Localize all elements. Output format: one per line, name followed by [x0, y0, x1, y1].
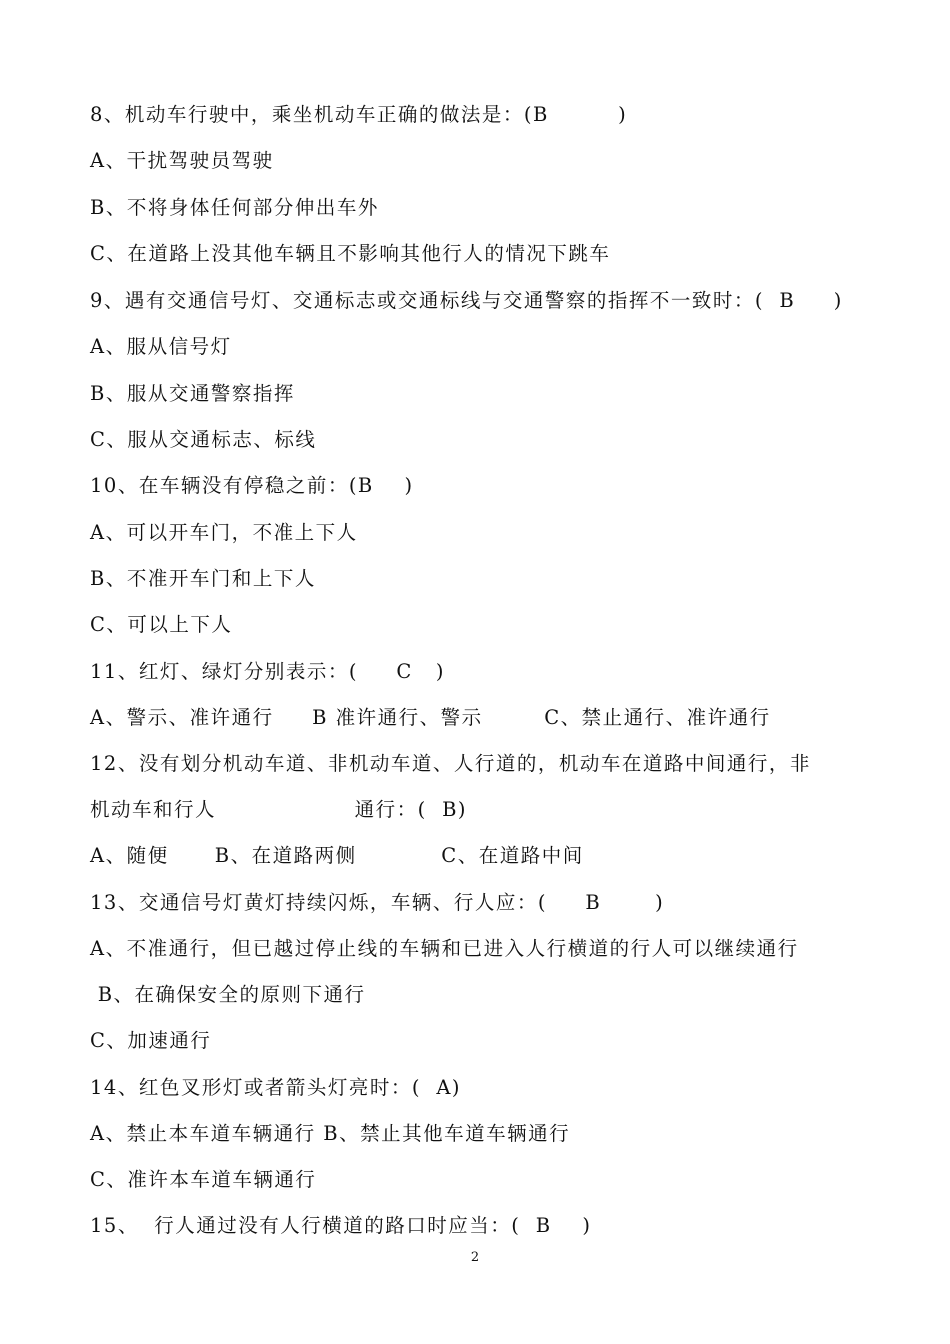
question-13-option-c: C、加速通行: [90, 1029, 212, 1052]
question-8-option-c: C、在道路上没其他车辆且不影响其他行人的情况下跳车: [90, 242, 611, 265]
question-13-option-b: B、在确保安全的原则下通行: [90, 983, 366, 1006]
question-9: 9、遇有交通信号灯、交通标志或交通标线与交通警察的指挥不一致时：( B ): [90, 289, 843, 312]
question-14-option-c: C、准许本车道车辆通行: [90, 1168, 317, 1191]
question-9-option-b: B、服从交通警察指挥: [90, 382, 295, 405]
question-11-options: A、警示、准许通行 B 准许通行、警示 C、禁止通行、准许通行: [90, 706, 771, 729]
question-10: 10、在车辆没有停稳之前：(B ): [90, 474, 414, 497]
question-14: 14、红色叉形灯或者箭头灯亮时：( A): [90, 1076, 462, 1099]
question-10-option-a: A、可以开车门，不准上下人: [90, 521, 358, 544]
question-10-option-c: C、可以上下人: [90, 613, 233, 636]
question-13-option-a: A、不准通行，但已越过停止线的车辆和已进入人行横道的行人可以继续通行: [90, 937, 799, 960]
question-14-options-ab: A、禁止本车道车辆通行 B、禁止其他车道车辆通行: [90, 1122, 571, 1145]
question-11: 11、红灯、绿灯分别表示：( C ): [90, 660, 446, 683]
question-8: 8、机动车行驶中，乘坐机动车正确的做法是：(B ): [90, 103, 628, 126]
question-12: 12、没有划分机动车道、非机动车道、人行道的，机动车在道路中间通行，非: [90, 752, 811, 775]
question-15: 15、 行人通过没有人行横道的路口时应当：( B ): [90, 1214, 592, 1237]
question-8-option-a: A、干扰驾驶员驾驶: [90, 149, 274, 172]
page-number: 2: [470, 1250, 480, 1265]
question-10-option-b: B、不准开车门和上下人: [90, 567, 316, 590]
question-13: 13、交通信号灯黄灯持续闪烁，车辆、行人应：( B ): [90, 891, 665, 914]
question-12-continued: 机动车和行人 通行：( B): [90, 798, 468, 821]
question-8-option-b: B、不将身体任何部分伸出车外: [90, 196, 379, 219]
question-9-option-c: C、服从交通标志、标线: [90, 428, 317, 451]
question-9-option-a: A、服从信号灯: [90, 335, 232, 358]
question-12-options: A、随便 B、在道路两侧 C、在道路中间: [90, 844, 584, 867]
